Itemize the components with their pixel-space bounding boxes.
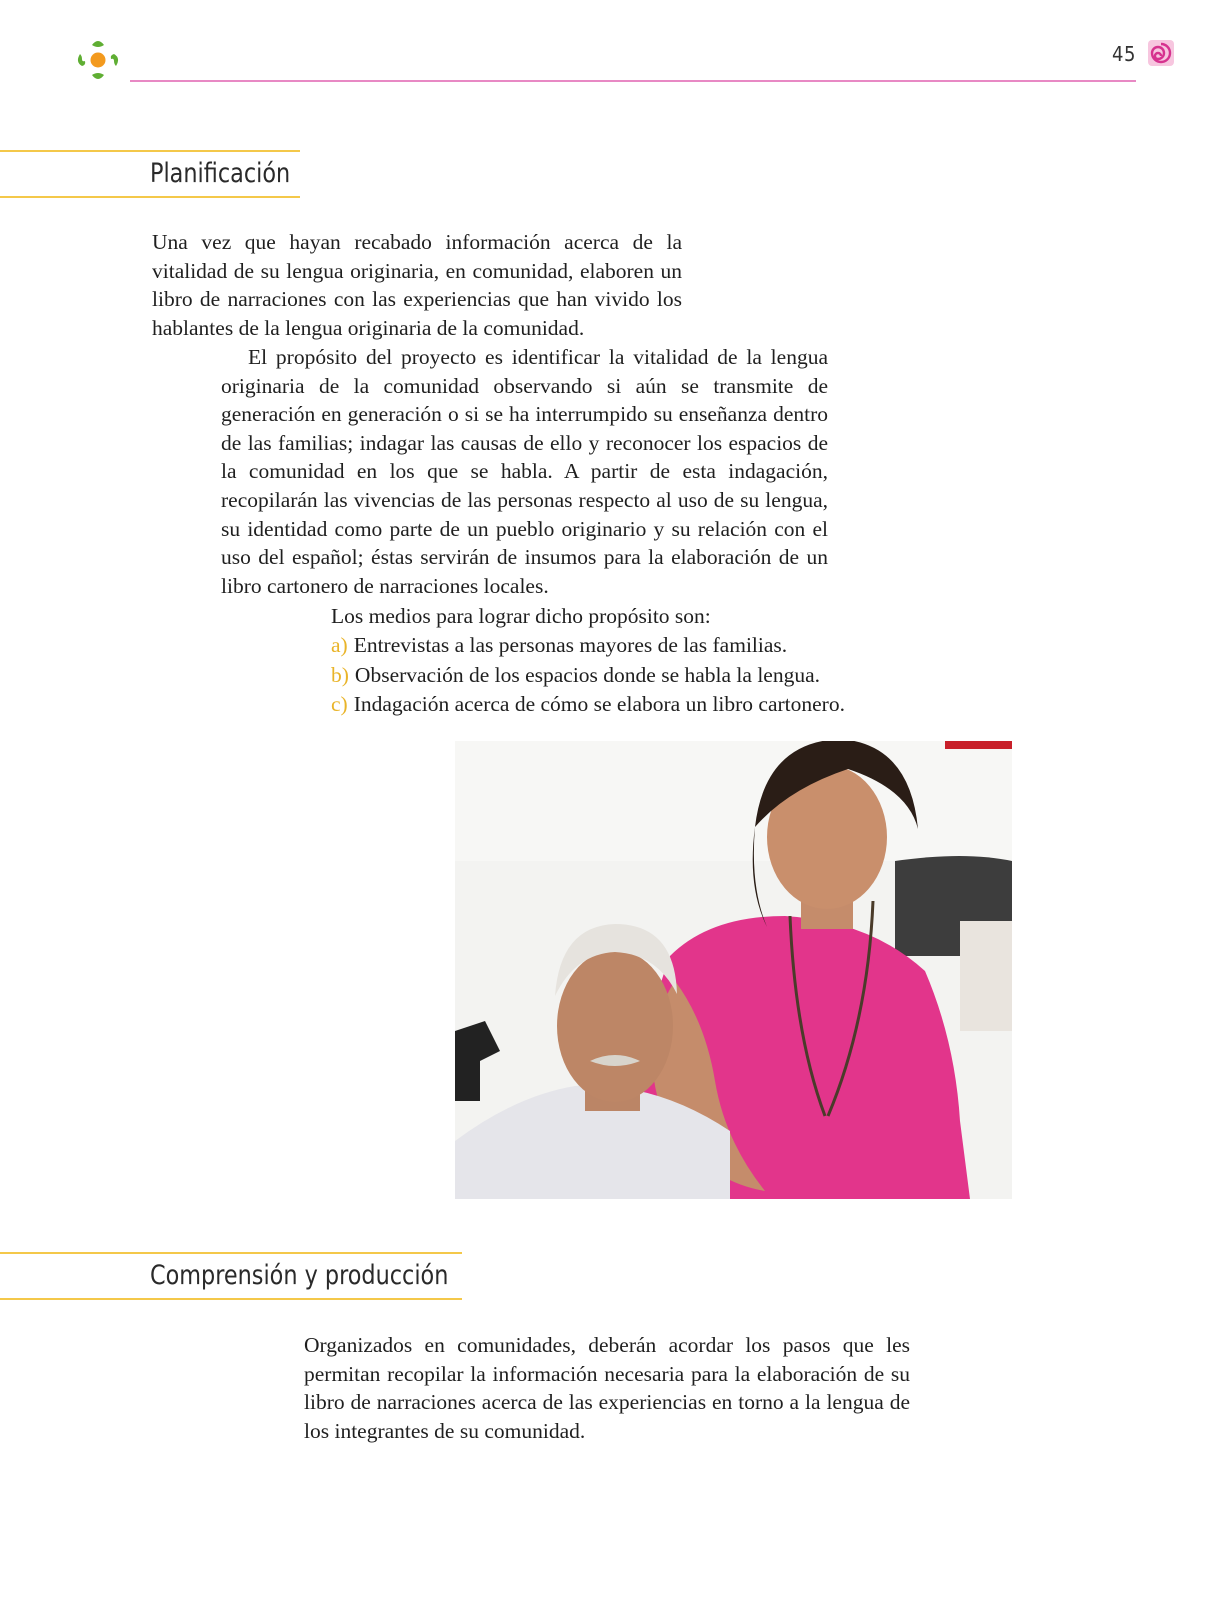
comprension-paragraph: Organizados en comunidades, deberán acordar los pasos que les permitan recopilar la información necesaria para la elaboración de su libro de narraciones acerca de las experiencias en torno a la lengua de los integrantes de su comunidad.: [304, 1333, 910, 1443]
book-logo-icon: [72, 34, 124, 86]
means-intro: Los medios para lograr dicho propósito son:: [331, 604, 711, 628]
photo-elder-and-woman: [455, 741, 1012, 1199]
list-item-text: Indagación acerca de cómo se elabora un libro cartonero.: [353, 692, 845, 716]
section-header-planificacion: [0, 150, 300, 198]
list-marker: a): [331, 633, 348, 657]
intro-paragraph: Una vez que hayan recabado información acerca de la vitalidad de su lengua originaria, en comunidad, elaboren un libro de narraciones con las experiencias que han vivido los hablantes de la lengua originaria de la comunidad.: [152, 230, 682, 340]
header-rule: [130, 80, 1136, 82]
section-rule-top: [0, 1252, 462, 1254]
list-item: [331, 690, 845, 720]
page-number: 45: [1112, 42, 1136, 66]
spiral-ornament-icon: [1146, 38, 1176, 68]
means-list: [331, 631, 845, 720]
list-item: [331, 661, 845, 691]
photo-illustration: [455, 741, 1012, 1199]
purpose-paragraph: El propósito del proyecto es identificar la vitalidad de la lengua originaria de la comunidad observando si aún se transmite de generación en generación o si se ha interrumpido su enseñanza dentro de las familias; indagar las causas de ello y reconocer los espacios de la comunidad en los que se habla. A partir de esta indagación, recopilarán las vivencias de las personas respecto al uso de su lengua, su identidad como parte de un pueblo originario y su relación con el uso del español; éstas servirán de insumos para la elaboración de un libro cartonero de narraciones locales.: [221, 345, 828, 598]
list-marker: c): [331, 692, 348, 716]
section-rule-bottom: [0, 196, 300, 198]
list-marker: b): [331, 662, 349, 687]
list-item-text: Observación de los espacios donde se habla la lengua.: [354, 662, 821, 687]
section-rule-bottom: [0, 1298, 462, 1300]
section-title: Comprensión y producción: [150, 1260, 449, 1291]
section-header-comprension: [0, 1252, 462, 1300]
list-item: [331, 631, 845, 661]
section-title: Planificación: [150, 158, 291, 189]
section-rule-top: [0, 150, 300, 152]
list-item-text: Entrevistas a las personas mayores de las familias.: [353, 633, 788, 657]
